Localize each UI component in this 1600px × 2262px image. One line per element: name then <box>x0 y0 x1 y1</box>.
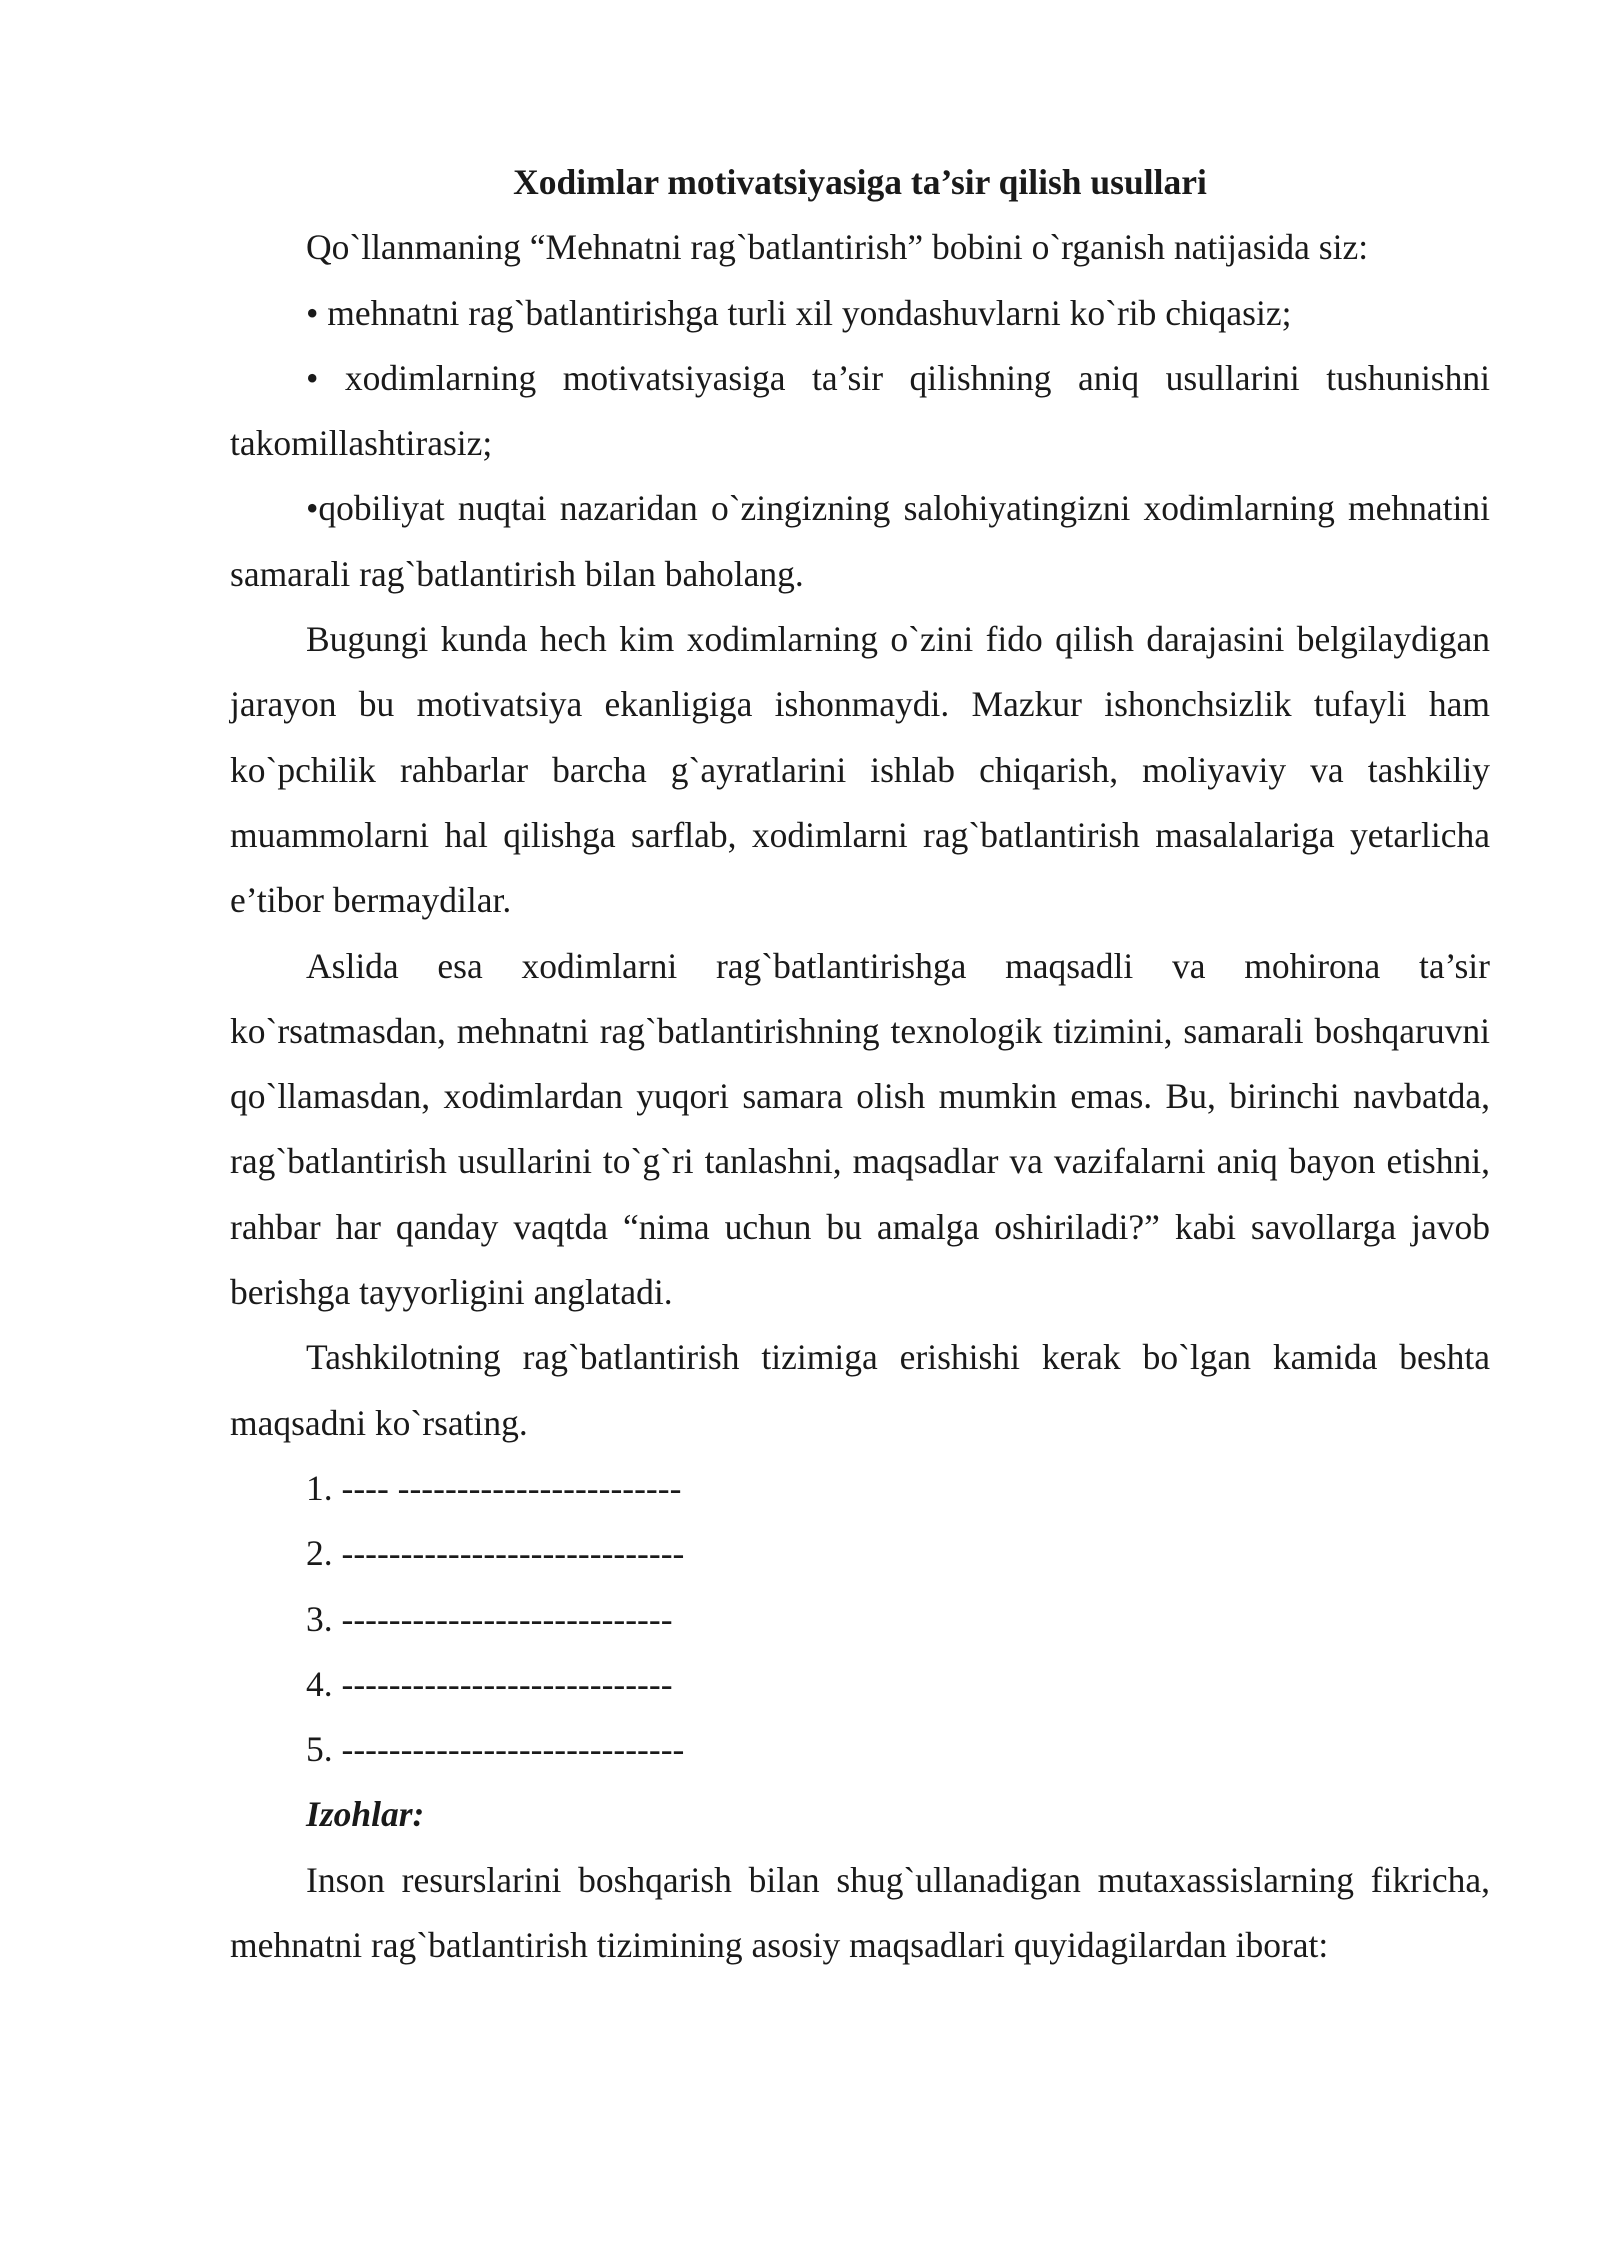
closing-paragraph: Inson resurslarini boshqarish bilan shug`ullanadigan mutaxassislarning fikricha, mehnatni rag`batlantirish tizimining asosiy maqsadlari quyidagilardan iborat: <box>230 1859 1490 1966</box>
intro-paragraph: Qo`llanmaning “Mehnatni rag`batlantirish” bobini o`rganish natijasida siz: <box>306 227 1369 268</box>
blank-list-item: 5. ----------------------------- <box>306 1729 685 1770</box>
bullet-item: • xodimlarning motivatsiyasiga ta’sir qilishning aniq usullarini tushunishni takomillashtirasiz; <box>230 357 1490 464</box>
blank-list-item: 2. ----------------------------- <box>306 1533 685 1574</box>
document-title: Xodimlar motivatsiyasiga ta’sir qilish usullari <box>513 162 1207 202</box>
bullet-item: •qobiliyat nuqtai nazaridan o`zingizning salohiyatingizni xodimlarning mehnatini samarali rag`batlantirish bilan baholang. <box>230 488 1490 594</box>
blank-list-item: 3. ---------------------------- <box>306 1598 673 1639</box>
bullet-item: • mehnatni rag`batlantirishga turli xil yondashuvlarni ko`rib chiqasiz; <box>306 292 1292 333</box>
task-paragraph: Tashkilotning rag`batlantirish tizimiga erishishi kerak bo`lgan kamida beshta maqsadni ko`rsating. <box>230 1337 1490 1443</box>
blank-list-item: 4. ---------------------------- <box>306 1663 673 1704</box>
document-page <box>230 150 1490 1978</box>
body-paragraph: Aslida esa xodimlarni rag`batlantirishga maqsadli va mohirona ta’sir ko`rsatmasdan, mehnatni rag`batlantirishning texnologik tizimini, samarali boshqaruvni qo`llamasdan, xodimlardan yuqori samara olish mumkin emas. Bu, birinchi navbatda, rag`batlantirish usullarini to`g`ri tanlashni, maqsadlar va vazifalarni aniq bayon etishni, rahbar har qanday vaqtda “nima uchun bu amalga oshiriladi?” kabi savollarga javob berishga tayyorligini anglatadi. <box>230 945 1490 1313</box>
notes-heading: Izohlar: <box>306 1794 425 1835</box>
body-paragraph: Bugungi kunda hech kim xodimlarning o`zini fido qilish darajasini belgilaydigan jarayon bu motivatsiya ekanligiga ishonmaydi. Mazkur ishonchsizlik tufayli ham ko`pchilik rahbarlar barcha g`ayratlarini ishlab chiqarish, moliyaviy va tashkiliy muammolarni hal qilishga sarflab, xodimlarni rag`batlantirish masalalariga yetarlicha e’tibor bermaydilar. <box>230 619 1490 921</box>
blank-list-item: 1. ---- ------------------------ <box>306 1467 682 1508</box>
